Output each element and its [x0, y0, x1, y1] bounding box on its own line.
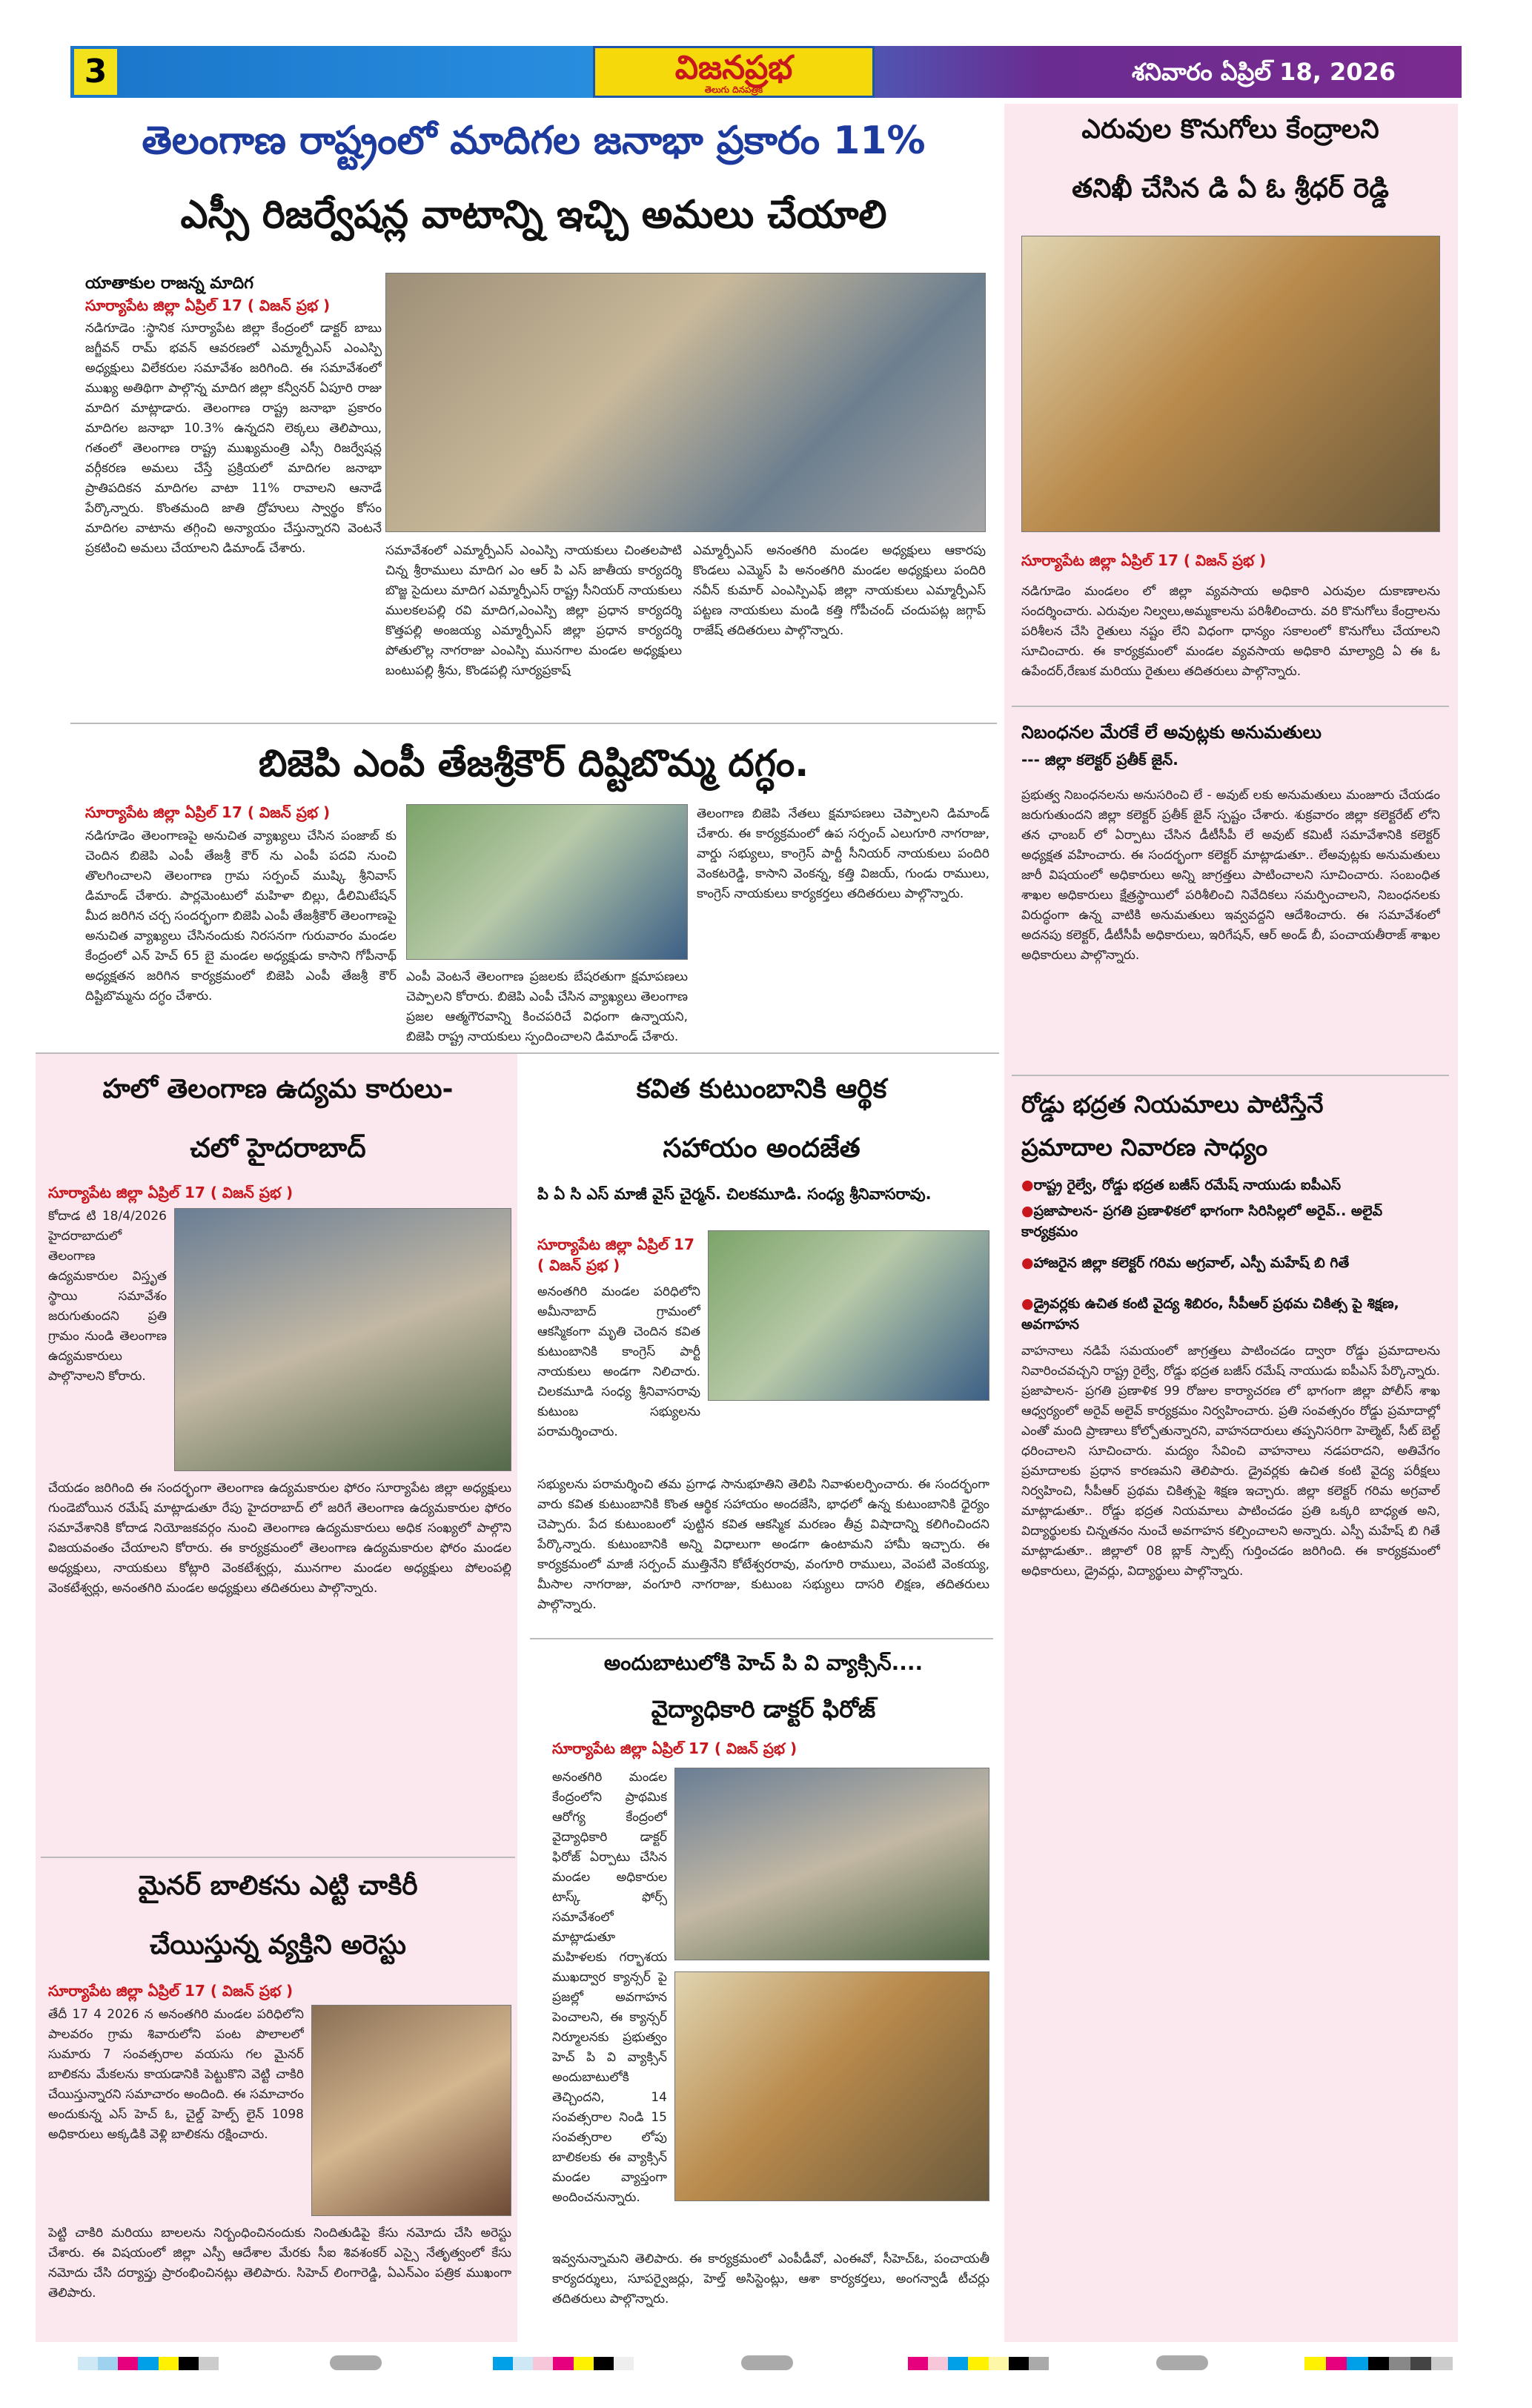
side3-bullet: ●రాష్ట్ర రైల్వే, రోడ్డు భద్రత బజీస్ రమేష్ నాయుడు ఐపీఎస్ [1021, 1177, 1342, 1193]
side1-body: నడిగూడెం మండలం లో జిల్లా వ్యవసాయ అధికారి ఎరువుల దుకాణాలను సందర్శించారు. ఎరువుల నిల్వలు,అమ్మకాలను పరిశీలించారు. వరి కొనుగోలు కేంద్రాలను పరిశీలన చేసి రైతులు నష్టం లేని విధంగా ధాన్యం సకాలంలో కొనుగోలు చేయాలని సూచించారు. ఈ కార్యక్రమంలో మండల వ్యవసాయ అధికారి మాల్యాద్రి ఏ ఈ ఓ ఉపేందర్,రేణుక మరియు రైతులు తదితరులు పాల్గొన్నారు. [1021, 584, 1440, 679]
divider [1012, 1075, 1449, 1076]
side3-bullet-text: ప్రజాపాలన- ప్రగతి ప్రణాళికలో భాగంగా సిరిసిల్లలో అరైవ్.. అలైవ్ కార్యక్రమం [1021, 1203, 1383, 1240]
story5-photo [708, 1230, 989, 1401]
story4-byline: సూర్యాపేట జిల్లా ఏప్రిల్ 17 ( విజన్ ప్రభ ) [48, 1982, 294, 2000]
story5-byline: సూర్యాపేట జిల్లా ఏప్రిల్ 17 ( విజన్ ప్రభ ) [537, 1235, 694, 1274]
side1-photo [1021, 236, 1440, 532]
story5-headline-1: కవిత కుటుంబానికి ఆర్థిక [636, 1074, 887, 1104]
story2-body-left: నడిగూడెం తెలంగాణపై అనుచిత వ్యాఖ్యలు చేసిన పంజాబ్ కు చెందిన బిజెపి ఎంపీ తేజశ్రీ కౌర్ ను ఎంపీ పదవి నుంచి తొలగించాలని తెలంగాణ గ్రామ సర్పంచ్ ముష్కి శ్రీనివాస్ డిమాండ్ చేశారు. పార్లమెంటులో మహిళా బిల్లు, డీలిమిటేషన్ మీద జరిగిన చర్చ సందర్భంగా బిజెపి ఎంపీ తేజశ్రీకౌర్ తెలంగాణపై అనుచిత వ్యాఖ్యలు చేసినందుకు నిరసనగా గురువారం మండల కేంద్రంలో ఎన్ హెచ్ 65 బై మండల అధ్యక్షుడు కాసాని గోపీనాథ్ అధ్యక్షతన జరిగిన కార్యక్రమంలో బిజెపి ఎంపీ తేజశ్రీ కౌర్ దిష్టిబొమ్మను దగ్ధం చేశారు. [85, 829, 397, 1004]
side3-bullet: ●డ్రైవర్లకు ఉచిత కంటి వైద్య శిబిరం, సీపీఆర్ ప్రథమ చికిత్స పై శిక్షణ, అవగాహన [1021, 1296, 1399, 1333]
lead-body-right: ఎమ్మార్పీఎస్ అనంతగిరి మండల అధ్యక్షులు ఆకారపు కొండలు ఎమ్మెస్ పి అనంతగిరి మండల అధ్యక్షులు పందిరి నవీన్ కుమార్ ఎంఎస్పిఎఫ్ జిల్లా నాయకులు ఎమ్మార్పీఎస్ పట్టణ నాయకులు మండి కత్తి గోపీచంద్ చందుపట్ల జగ్గాప్ రాజేష్ తదితరులు పాల్గొన్నారు. [693, 543, 986, 638]
side2-headline: నిబంధనల మేరకే లే అవుట్లకు అనుమతులు [1021, 722, 1322, 743]
story6-byline: సూర్యాపేట జిల్లా ఏప్రిల్ 17 ( విజన్ ప్రభ ) [552, 1739, 797, 1757]
side3-bullet-text: రాష్ట్ర రైల్వే, రోడ్డు భద్రత బజీస్ రమేష్ నాయుడు ఐపీఎస్ [1033, 1177, 1342, 1193]
side3-body: వాహనాలు నడిపే సమయంలో జాగ్రత్తలు పాటించడం ద్వారా రోడ్డు ప్రమాదాలను నివారించవచ్చని రాష్ట్ర రైల్వే, రోడ్డు భద్రత బజీస్ రమేష్ నాయుడు ఐపీఎస్ పేర్కొన్నారు. ప్రజాపాలన- ప్రగతి ప్రణాళిక 99 రోజుల కార్యాచరణ లో భాగంగా జిల్లా పోలీస్ శాఖ ఆధ్వర్యంలో అరైవ్ అలైవ్ కార్యక్రమం నిర్వహించారు. ప్రతి సంవత్సరం రోడ్డు ప్రమాదాల్లో ఎంతో మంది ప్రాణాలు కోల్పోతున్నారని, వాహనదారులు తప్పనిసరిగా హెల్మెట్, సీట్ బెల్ట్ ధరించాలని సూచించారు. మద్యం సేవించి వాహనాలు నడపరాదని, అతివేగం ప్రమాదాలకు ప్రధాన కారణమని తెలిపారు. డ్రైవర్లకు ఉచిత కంటి వైద్య పరీక్షలు నిర్వహించి, సీపీఆర్ ప్రథమ చికిత్సపై శిక్షణ ఇచ్చారు. జిల్లా కలెక్టర్ గరిమ అగ్రవాల్ మాట్లాడుతూ.. రోడ్డు భద్రత నియమాలు పాటించడం ప్రతి ఒక్కరి బాధ్యత అని, విద్యార్థులకు చిన్నతనం నుంచే అవగాహన కల్పించాలని అన్నారు. ఎస్పీ మహేష్ బి గితే మాట్లాడుతూ.. జిల్లాలో 08 బ్లాక్ స్పాట్స్ గుర్తించడం జరిగింది. ఈ కార్యక్రమంలో అధికారులు, డ్రైవర్లు, విద్యార్థులు పాల్గొన్నారు. [1021, 1344, 1440, 1579]
story6-photo-2 [674, 1971, 989, 2201]
story2-headline: బిజెపి ఎంపీ తేజశ్రీకౌర్ దిష్టిబొమ్మ దగ్ధం. [258, 742, 809, 785]
story4-body-top: తేదీ 17 4 2026 న అనంతగిరి మండల పరిధిలోని పాలవరం గ్రామ శివారులోని పంట పొలాలలో సుమారు 7 సంవత్సరాల వయసు గల మైనర్ బాలికను మేకలను కాయడానికి పెట్టుకొని వెట్టి చాకిరి చేయిస్తున్నారని సమాచారం అందింది. ఈ సమాచారం అందుకున్న ఎస్ హెచ్ ఓ, చైల్డ్ హెల్ప్ లైన్ 1098 అధికారులు అక్కడికి వెళ్లి బాలికను రక్షించారు. [48, 2007, 304, 2142]
side3-headline-2: ప్రమాదాల నివారణ సాధ్యం [1021, 1133, 1268, 1161]
side1-headline-2: తనిఖీ చేసిన డి ఏ ఓ శ్రీధర్ రెడ్డి [1072, 173, 1389, 204]
story2-photo [406, 804, 688, 960]
color-registration-strip-right [1304, 2357, 1453, 2370]
story6-photo-1 [674, 1768, 989, 1960]
story6-headline: వైద్యాధికారి డాక్టర్ ఫిరోజ్ [651, 1695, 876, 1723]
color-registration-strip [908, 2357, 1049, 2370]
lead-reporter: యాతాకుల రాజన్న మాదిగ [85, 274, 253, 293]
side3-headline-1: రోడ్డు భద్రత నియమాలు పాటిస్తేనే [1021, 1090, 1324, 1118]
story2-body-right: తెలంగాణ బిజెపి నేతలు క్షమాపణలు చెప్పాలని డిమాండ్ చేశారు. ఈ కార్యక్రమంలో ఉప సర్పంచ్ ఎలుగూరి నాగరాజు, వార్డు సభ్యులు, కాంగ్రెస్ పార్టీ సీనియర్ నాయకులు పందిరి వెంకటరెడ్డి, కాసాని వెంకన్న, కత్తి విజయ్, గుండు రాములు, కాంగ్రెస్ నాయకులు కార్యకర్తలు తదితరులు పాల్గొన్నారు. [697, 806, 989, 901]
lead-body-mid: సమావేశంలో ఎమ్మార్పీఎస్ ఎంఎస్పి నాయకులు చింతలపాటి చిన్న శ్రీరాములు మాదిగ ఎం ఆర్ పి ఎస్ జాతీయ కార్యదర్శి బొజ్జ సైదులు మాదిగ ఎమ్మార్పీఎస్ రాష్ట్ర సీనియర్ నాయకులు ములకలపల్లి రవి మాదిగ,ఎంఎస్పి జిల్లా ప్రధాన కార్యదర్శి కొత్తపల్లి అంజయ్య ఎమ్మార్పీఎస్ జిల్లా ప్రధాన కార్యదర్శి పోతులొల్ల నాగరాజు ఎంఎస్పి మునగాల మండల అధ్యక్షులు బంటుపల్లి శ్రీను, కొండపల్లి సూర్యప్రకాష్ [385, 543, 682, 678]
lead-photo [385, 273, 986, 532]
divider [1012, 706, 1449, 707]
lead-headline-1: తెలంగాణ రాష్ట్రంలో మాదిగల జనాభా ప్రకారం 11% [142, 119, 926, 163]
divider [36, 1052, 999, 1054]
side3-bullet: ●హాజరైన జిల్లా కలెక్టర్ గరిమ అగ్రవాల్, ఎస్పీ మహేష్ బి గితే [1021, 1255, 1350, 1271]
story6-kicker: అందుబాటులోకి హెచ్ పి వి వ్యాక్సిన్.... [603, 1651, 923, 1675]
story6-body: ఇవ్వనున్నామని తెలిపారు. ఈ కార్యక్రమంలో ఎంపీడీవో, ఎంఈవో, సీహెచ్ఓ, పంచాయతీ కార్యదర్శులు, సూపర్వైజర్లు, హెల్త్ అసిస్టెంట్లు, ఆశా కార్యకర్తలు, అంగన్వాడీ టీచర్లు తదితరులు పాల్గొన్నారు. [552, 2252, 989, 2306]
story3-body-top: కోదాడ టి 18/4/2026 హైదరాబాదులో తెలంగాణ ఉద్యమకారుల విస్తృత స్థాయి సమావేశం జరుగుతుందని ప్రతి గ్రామం నుండి తెలంగాణ ఉద్యమకారులు పాల్గొనాలని కోరారు. [48, 1209, 167, 1384]
story5-headline-2: సహాయం అందజేత [663, 1133, 860, 1164]
registration-mark [1156, 2355, 1208, 2370]
story3-headline-2: చలో హైదరాబాద్ [190, 1133, 366, 1164]
color-registration-strip [493, 2357, 634, 2370]
story3-headline-1: హలో తెలంగాణ ఉద్యమ కారులు- [102, 1074, 454, 1104]
side2-subhead: --- జిల్లా కలెక్టర్ ప్రతీక్ జైన్. [1021, 751, 1178, 769]
lead-byline: సూర్యాపేట జిల్లా ఏప్రిల్ 17 ( విజన్ ప్రభ ) [85, 296, 331, 314]
issue-date: శనివారం ఏప్రిల్ 18, 2026 [1131, 58, 1396, 86]
newspaper-logo [593, 46, 875, 98]
story5-body-left: అనంతగిరి మండల పరిధిలోని అమీనాబాద్ గ్రామంలో ఆకస్మికంగా మృతి చెందిన కవిత కుటుంబానికి కాంగ్రెస్ పార్టీ నాయకులు అండగా నిలిచారు. చిలకమూడి సంధ్య శ్రీనివాసరావు కుటుంబ సభ్యులను పరామర్శించారు. [537, 1284, 700, 1439]
story4-body: పెట్టి చాకిరి మరియు బాలలను నిర్బంధించినందుకు నిందితుడిపై కేసు నమోదు చేసి అరెస్టు చేశారు. ఈ విషయంలో జిల్లా ఎస్పీ ఆదేశాల మేరకు సీఐ శివశంకర్ ఎస్సై నేతృత్వంలో కేసు నమోదు చేసి దర్యాప్తు ప్రారంభించినట్లు తెలిపారు. సిహెచ్ లింగారెడ్డి, ఏఎన్ఎం పత్రిక ముఖంగా తెలిపారు. [48, 2226, 511, 2301]
divider [530, 1638, 993, 1639]
side1-byline: సూర్యాపేట జిల్లా ఏప్రిల్ 17 ( విజన్ ప్రభ ) [1021, 551, 1267, 569]
story2-body-mid: ఎంపీ వెంటనే తెలంగాణ ప్రజలకు బేషరతుగా క్షమాపణలు చెప్పాలని కోరారు. బిజెపి ఎంపీ చేసిన వ్యాఖ్యలు తెలంగాణ ప్రజల ఆత్మగౌరవాన్ని కించపరిచే విధంగా ఉన్నాయని, బిజెపి రాష్ట్ర నాయకులు స్పందించాలని డిమాండ్ చేశారు. [406, 969, 688, 1044]
lead-headline-2: ఎస్సీ రిజర్వేషన్ల వాటాన్ని ఇచ్చి అమలు చేయాలి [180, 193, 887, 237]
registration-mark [330, 2355, 382, 2370]
side1-headline-1: ఎరువుల కొనుగోలు కేంద్రాలని [1081, 114, 1379, 145]
story4-headline-1: మైనర్ బాలికను ఎట్టి చాకిరీ [138, 1871, 418, 1901]
logo-tagline: తెలుగు దినపత్రిక [704, 84, 763, 95]
story5-subhead: పి ఏ సి ఎస్ మాజీ వైస్ చైర్మన్. చిలకమూడి. సంధ్య శ్రీనివాసరావు. [537, 1185, 932, 1203]
story6-body-left: అనంతగిరి మండల కేంద్రంలోని ప్రాథమిక ఆరోగ్య కేంద్రంలో వైద్యాధికారి డాక్టర్ ఫిరోజ్ ఏర్పాటు చేసిన మండల అధికారుల టాస్క్ ఫోర్స్ సమావేశంలో మాట్లాడుతూ మహిళలకు గర్భాశయ ముఖద్వార క్యాన్సర్ పై ప్రజల్లో అవగాహన పెంచాలని, ఈ క్యాన్సర్ నిర్మూలనకు ప్రభుత్వం హెచ్ పి వి వ్యాక్సిన్ అందుబాటులోకి తెచ్చిందని, 14 సంవత్సరాల నిండి 15 సంవత్సరాల లోపు బాలికలకు ఈ వ్యాక్సిన్ మండల వ్యాప్తంగా అందించనున్నారు. [552, 1770, 667, 2205]
side3-bullet-text: డ్రైవర్లకు ఉచిత కంటి వైద్య శిబిరం, సీపీఆర్ ప్రథమ చికిత్స పై శిక్షణ, అవగాహన [1021, 1296, 1399, 1333]
story2-byline: సూర్యాపేట జిల్లా ఏప్రిల్ 17 ( విజన్ ప్రభ ) [85, 803, 331, 821]
lead-body-left: నడిగూడెం :స్థానిక సూర్యాపేట జిల్లా కేంద్రంలో డాక్టర్ బాబు జగ్జీవన్ రామ్ భవన్ ఆవరణలో ఎమ్మార్పీఎస్ ఎంఎస్పి అధ్యక్షులు విలేకరుల సమావేశం జరిగింది. ఈ సమావేశంలో ముఖ్య అతిథిగా పాల్గొన్న మాదిగ జిల్లా కన్వీనర్ ఏపూరి రాజు మాదిగ మాట్లాడారు. తెలంగాణ రాష్ట్ర జనాభా ప్రకారం మాదిగల జనాభా 10.3% ఉన్నదని లెక్కలు తెలిపాయి, గతంలో తెలంగాణ రాష్ట్ర ముఖ్యమంత్రి ఎస్సీ రిజర్వేషన్ల వర్గీకరణ అమలు చేస్తే ప్రక్రియలో మాదిగల జనాభా ప్రాతిపదికన మాదిగల వాటా 11% రావాలని ఆనాడే పేర్కొన్నారు. కొంతమంది జాతి ద్రోహులు స్వార్థం కోసం మాదిగల వాటాను తగ్గించి అన్యాయం చేస్తున్నారని వెంటనే ప్రకటించి అమలు చేయాలని డిమాండ్ చేశారు. [85, 321, 382, 556]
side3-bullet: ●ప్రజాపాలన- ప్రగతి ప్రణాళికలో భాగంగా సిరిసిల్లలో అరైవ్.. అలైవ్ కార్యక్రమం [1021, 1203, 1383, 1240]
divider [41, 1857, 515, 1858]
story4-photo [311, 2005, 511, 2216]
story3-byline: సూర్యాపేట జిల్లా ఏప్రిల్ 17 ( విజన్ ప్రభ ) [48, 1184, 294, 1201]
side3-bullet-text: హాజరైన జిల్లా కలెక్టర్ గరిమ అగ్రవాల్, ఎస్పీ మహేష్ బి గితే [1033, 1255, 1350, 1271]
color-registration-strip-left [78, 2357, 219, 2370]
divider [70, 723, 997, 724]
page-number: 3 [74, 49, 117, 95]
logo-text: విజనప్రభ [674, 49, 793, 87]
registration-mark [741, 2355, 793, 2370]
story4-headline-2: చేయిస్తున్న వ్యక్తిని అరెస్టు [149, 1930, 407, 1960]
side2-body: ప్రభుత్వ నిబంధనలను అనుసరించి లే - అవుట్ లకు అనుమతులు మంజూరు చేయడం జరుగుతుందని జిల్లా కలెక్టర్ ప్రతీక్ జైన్ స్పష్టం చేశారు. శుక్రవారం జిల్లా కలెక్టరేట్ లోని తన ఛాంబర్ లో ఏర్పాటు చేసిన డీటీసీపీ లే అవుట్ కమిటీ సమావేశానికి కలెక్టర్ అధ్యక్షత వహించారు. ఈ సందర్భంగా కలెక్టర్ మాట్లాడుతూ.. లేఅవుట్లకు అనుమతులు జారీ విషయంలో అధికారులు అన్ని జాగ్రత్తలు పాటించాలని సూచించారు. సంబంధిత శాఖల అధికారులు క్షేత్రస్థాయిలో పరిశీలించి నివేదికలు సమర్పించాలని, నిబంధనలకు విరుద్ధంగా ఉన్న వాటికి అనుమతులు ఇవ్వవద్దని ఆదేశించారు. ఈ సమావేశంలో అదనపు కలెక్టర్, డీటీసీపీ అధికారులు, ఇరిగేషన్, ఆర్ అండ్ బీ, పంచాయతీరాజ్ శాఖల అధికారులు పాల్గొన్నారు. [1021, 788, 1440, 963]
story5-body: సభ్యులను పరామర్శించి తమ ప్రగాఢ సానుభూతిని తెలిపి నివాళులర్పించారు. ఈ సందర్భంగా వారు కవిత కుటుంబానికి కొంత ఆర్థిక సహాయం అందజేసి, భాధలో ఉన్న కుటుంబానికి ధైర్యం చెప్పారు. పేద కుటుంబంలో పుట్టిన కవిత ఆకస్మిక మరణం తీవ్ర విషాదాన్ని కలిగించిందని పేర్కొన్నారు. కుటుంబానికి అన్ని విధాలుగా అండగా ఉంటామని హామీ ఇచ్చారు. ఈ కార్యక్రమంలో మాజీ సర్పంచ్ ముత్తినేని కోటేశ్వరరావు, వంగూరి రాములు, వెంపటి వెంకయ్య, మీసాల నాగరాజు, వంగూరి నాగరాజు, కుటుంబ సభ్యులు దాసరి లిక్షణ, తదితరులు పాల్గొన్నారు. [537, 1477, 989, 1612]
story3-photo [174, 1208, 511, 1471]
story3-body: చేయడం జరిగింది ఈ సందర్భంగా తెలంగాణ ఉద్యమకారుల ఫోరం సూర్యాపేట జిల్లా అధ్యక్షులు గుండెబోయిన రమేష్ మాట్లాడుతూ రేపు హైదరాబాద్ లో జరిగే తెలంగాణ ఉద్యమకారుల ఫోరం సమావేశానికి కోదాడ నియోజకవర్గం నుంచి తెలంగాణ ఉద్యమకారులు అధిక సంఖ్యలో పాల్గొని విజయవంతం చేయాలని కోరారు. ఈ కార్యక్రమంలో తెలంగాణ ఉద్యమకారుల ఫోరం మండల అధ్యక్షులు, నాయకులు కోట్లారి వెంకటేశ్వర్లు, మునగాల మండల అధ్యక్షులు పోలంపల్లి వెంకటేశ్వర్లు, అనంతగిరి మండల అధ్యక్షులు తదితరులు పాల్గొన్నారు. [48, 1481, 511, 1596]
